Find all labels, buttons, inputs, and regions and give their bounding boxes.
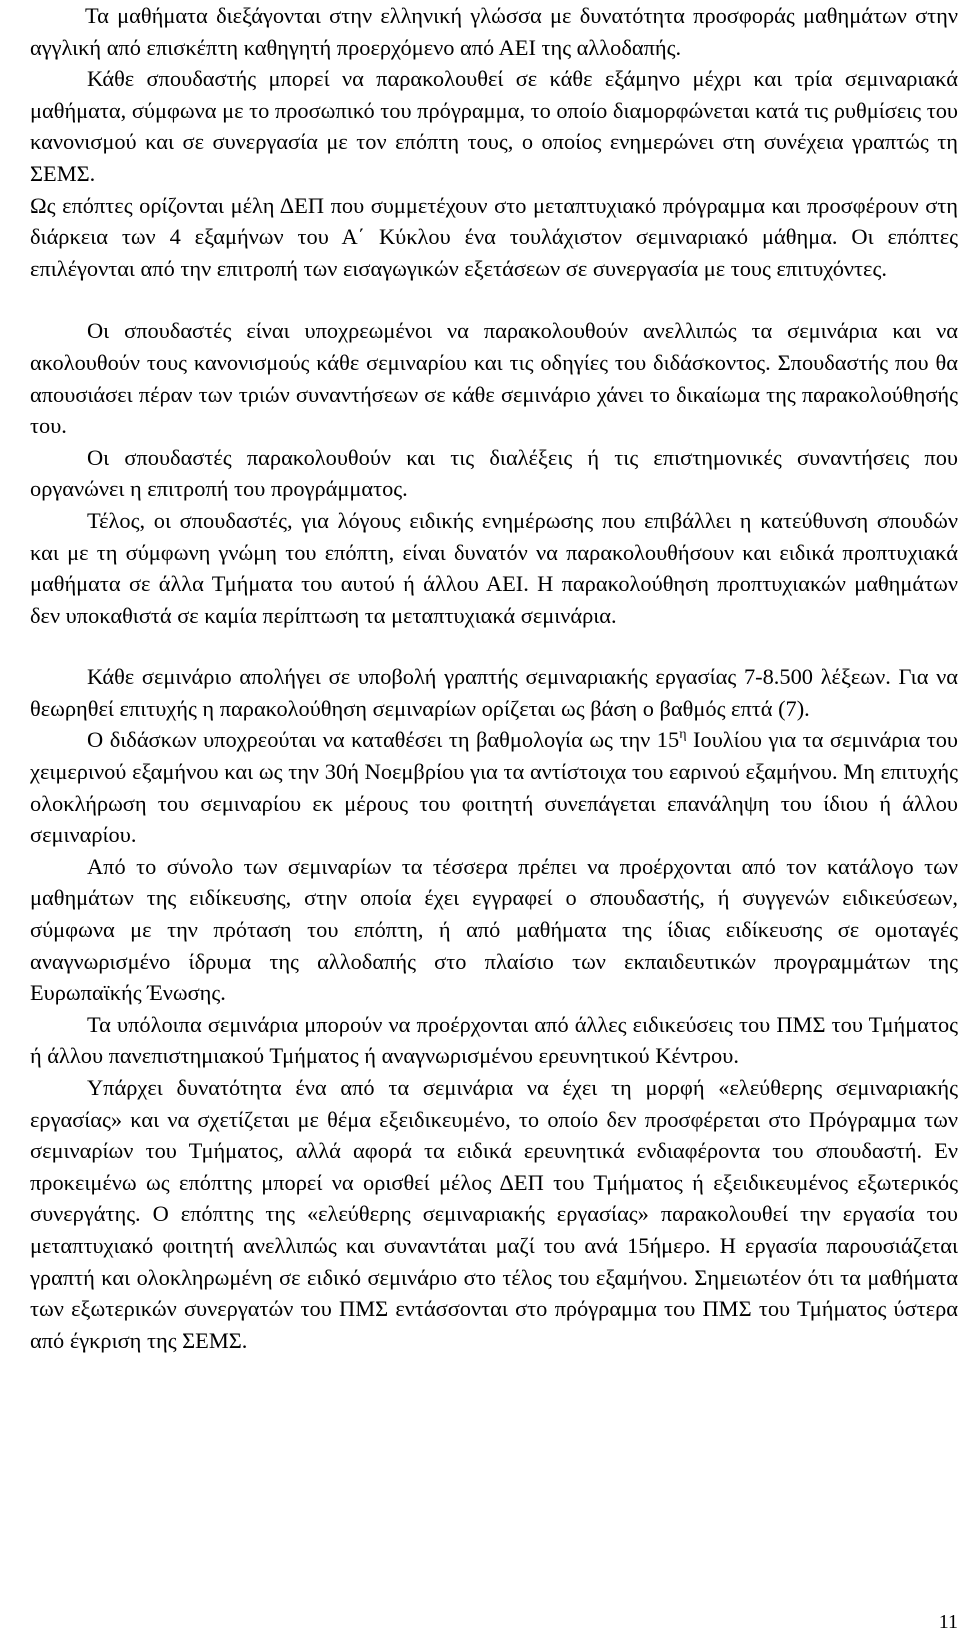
grading-deadline-start: Ο διδάσκων υποχρεούται να καταθέσει τη βαθμολογία ως την 15 — [87, 727, 680, 753]
paragraph-spacer — [30, 284, 958, 315]
paragraph-written-assignment: Κάθε σεμινάριο απολήγει σε υποβολή γραπτής σεμιναριακής εργασίας 7-8.500 λέξεων. Για να θεωρηθεί επιτυχής η παρακολούθηση σεμιναρίων ορίζεται ως βάση ο βαθμός επτά (7). — [30, 664, 958, 721]
paragraph-other-seminars: Τα υπόλοιπα σεμινάρια μπορούν να προέρχονται από άλλες ειδικεύσεις του ΠΜΣ του Τμήματος ή άλλου πανεπιστημιακού Τμήματος ή αναγνωρισμένου ερευνητικού Κέντρου. — [30, 1011, 958, 1069]
paragraph-spacer — [30, 631, 958, 661]
paragraph-supervisors: Ως επόπτες ορίζονται μέλη ΔΕΠ που συμμετέχουν στο μεταπτυχιακό πρόγραμμα και προσφέρουν στη διάρκεια των 4 εξαμήνων του Α΄ Κύκλου ένα τουλάχιστον σεμιναριακό μάθημα. Οι επόπτες επιλέγονται από την επιτροπή των εισαγωγικών εξετάσεων σε συνεργασία με τους επιτυχόντες. — [30, 192, 958, 281]
document-page — [30, 0, 958, 1356]
paragraph-seminar-attendance: Κάθε σπουδαστής μπορεί να παρακολουθεί σε κάθε εξάμηνο μέχρι και τρία σεμιναριακά μαθήματα, σύμφωνα με το προσωπικό του πρόγραμμα, το οποίο διαμορφώνεται κατά τις ρυθμίσεις του κανονισμού και σε συνεργασία με τον επόπτη τους, ο οποίος ενημερώνει στη συνέχεια γραπτώς τη ΣΕΜΣ. — [30, 66, 958, 186]
paragraph-specialization-seminars: Από το σύνολο των σεμιναρίων τα τέσσερα πρέπει να προέρχονται από τον κατάλογο των μαθημάτων της ειδίκευσης, στην οποία έχει εγγραφεί ο σπουδαστής, ή συγγενών ειδικεύσεων, σύμφωνα με την πρόταση του επόπτη, ή από μαθήματα της ίδιας ειδίκευσης σε ομοταγές αναγνωρισμένο ίδρυμα της αλλοδαπής στο πλαίσιο των εκπαιδευτικών προγραμμάτων της Ευρωπαϊκής Ένωσης. — [30, 853, 958, 1006]
paragraph-obligations: Οι σπουδαστές είναι υποχρεωμένοι να παρακολουθούν ανελλιπώς τα σεμινάρια και να ακολουθούν τους κανονισμούς κάθε σεμιναρίου και τις οδηγίες του διδάσκοντος. Σπουδαστής που θα απουσιάσει πέραν των τριών συναντήσεων σε κάθε σεμινάριο χάνει το δικαίωμα της παρακολούθησής του. — [30, 318, 958, 439]
ordinal-superscript: η — [679, 727, 687, 743]
grading-deadline-rest: Ιουλίου για τα σεμινάρια του χειμερινού εξαμήνου και ως την 30ή Νοεμβρίου για τα αντίστοιχα του εαρινού εξαμήνου. Μη επιτυχής ολοκλήρωση του σεμιναρίου εκ μέρους του φοιτητή συνεπάγεται επανάληψη του ίδιου ή άλλου σεμιναρίου. — [30, 727, 958, 848]
paragraph-free-seminar: Υπάρχει δυνατότητα ένα από τα σεμινάρια να έχει τη μορφή «ελεύθερης σεμιναριακής εργασίας» και να σχετίζεται με θέμα εξειδικευμένο, το οποίο δεν προσφέρεται στο Πρόγραμμα των σεμιναρίων του Τμήματος, αλλά αφορά τα ειδικά ερευνητικά ενδιαφέροντα του σπουδαστή. Εν προκειμένω ως επόπτης μπορεί να ορισθεί μέλος ΔΕΠ του Τμήματος ή εξειδικευμένος εξωτερικός συνεργάτης. Ο επόπτης της «ελεύθερης σεμιναριακής εργασίας» παρακολουθεί την εργασία του μεταπτυχιακό φοιτητή ανελλιπώς και συναντάται μαζί του ανά 15ήμερο. Η εργασία παρουσιάζεται γραπτή και ολοκληρωμένη σε ειδικό σεμινάριο στο τέλος του εξαμήνου. Σημειωτέον ότι τα μαθήματα των εξωτερικών συνεργατών του ΠΜΣ εντάσσονται στο πρόγραμμα του ΠΜΣ του Τμήματος ύστερα από έγκριση της ΣΕΜΣ. — [30, 1075, 958, 1353]
page-number: 11 — [938, 1611, 958, 1633]
paragraph-undergraduate-courses: Τέλος, οι σπουδαστές, για λόγους ειδικής ενημέρωσης που επιβάλλει η κατεύθυνση σπουδών και με τη σύμφωνη γνώμη του επόπτη, είναι δυνατόν να παρακολουθήσουν και ειδικά προπτυχιακά μαθήματα σε άλλα Τμήματα του αυτού ή άλλου ΑΕΙ. Η παρακολούθηση προπτυχιακών μαθημάτων δεν υποκαθιστά σε καμία περίπτωση τα μεταπτυχιακά σεμινάρια. — [30, 507, 958, 628]
paragraph-lectures: Οι σπουδαστές παρακολουθούν και τις διαλέξεις ή τις επιστημονικές συναντήσεις που οργανώνει η επιτροπή του προγράμματος. — [30, 444, 958, 502]
paragraph-language: Τα μαθήματα διεξάγονται στην ελληνική γλώσσα με δυνατότητα προσφοράς μαθημάτων στην αγγλική από επισκέπτη καθηγητή προερχόμενο από ΑΕΙ της αλλοδαπής. — [30, 3, 958, 60]
paragraph-grading-deadline — [30, 724, 958, 850]
